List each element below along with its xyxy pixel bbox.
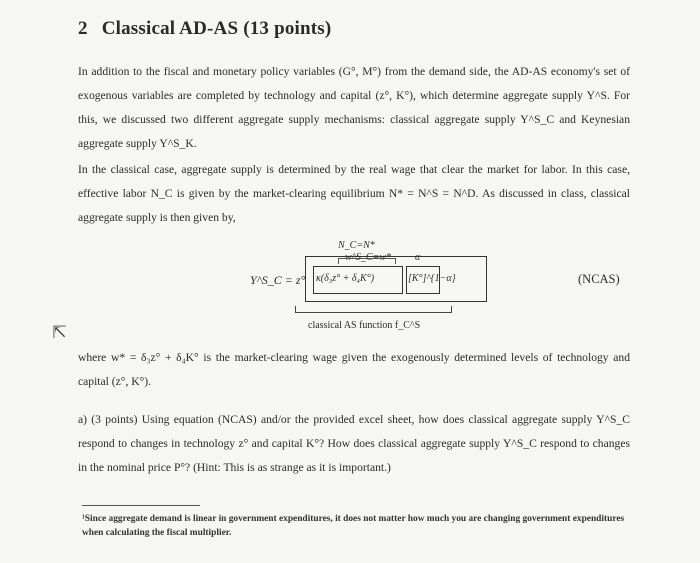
equation-top-label: N_C=N*	[338, 240, 375, 251]
equation-overbrace	[338, 258, 396, 264]
section-heading	[78, 18, 331, 40]
equation-lhs: Y^S_C = z°	[250, 273, 306, 287]
mouse-cursor-icon: ⇱	[52, 322, 68, 342]
classical-case-paragraph: In the classical case, aggregate supply is determined by the real wage that clear the market for labor. In this case, effective labor N_C is given by the market-clearing equilibrium N* = N^S = N^D. As discussed in class, classical aggregate supply is then given by,	[78, 163, 630, 224]
footnote: ¹Since aggregate demand is linear in government expenditures, it does not matter how much you are changing government expenditures when calculating the fiscal multiplier.	[82, 514, 625, 538]
equation-capital-term: [K°]^{1−α}	[408, 273, 456, 284]
section-title: Classical AD-AS (13 points)	[101, 18, 332, 39]
footnote-divider	[82, 505, 200, 506]
equation-body: κ(δ₃z° + δ₄K°)	[316, 273, 375, 284]
equation-underbrace-label: classical AS function f_C^S	[308, 320, 421, 331]
equation-underbrace	[295, 306, 452, 313]
section-number: 2	[78, 18, 88, 39]
equation-alpha: α	[415, 252, 421, 263]
question-a: a) (3 points) Using equation (NCAS) and/or the provided excel sheet, how does classical aggregate supply Y^S_C respond to changes in technology z° and capital K°? How does classical aggregate supply Y^S_C respond to changes in the nominal price P°? (Hint: This is as strange as it is important.)	[78, 413, 630, 474]
equation-inner-top-label: w^S_C=w*	[345, 252, 391, 263]
market-clearing-paragraph: where w* = δ₃z° + δ₄K° is the market-clearing wage given the exogenously determined levels of technology and capital (z°, K°).	[78, 351, 630, 388]
intro-paragraph: In addition to the fiscal and monetary policy variables (G°, M°) from the demand side, the AD-AS economy's set of exogenous variables are completed by technology and capital (z°, K°), which determine aggregate supply Y^S. For this, we discussed two different aggregate supply mechanisms: classical aggregate supply Y^S_C and Keynesian aggregate supply Y^S_K.	[78, 65, 630, 150]
equation-tag: (NCAS)	[578, 272, 620, 286]
ncas-equation	[250, 238, 470, 338]
